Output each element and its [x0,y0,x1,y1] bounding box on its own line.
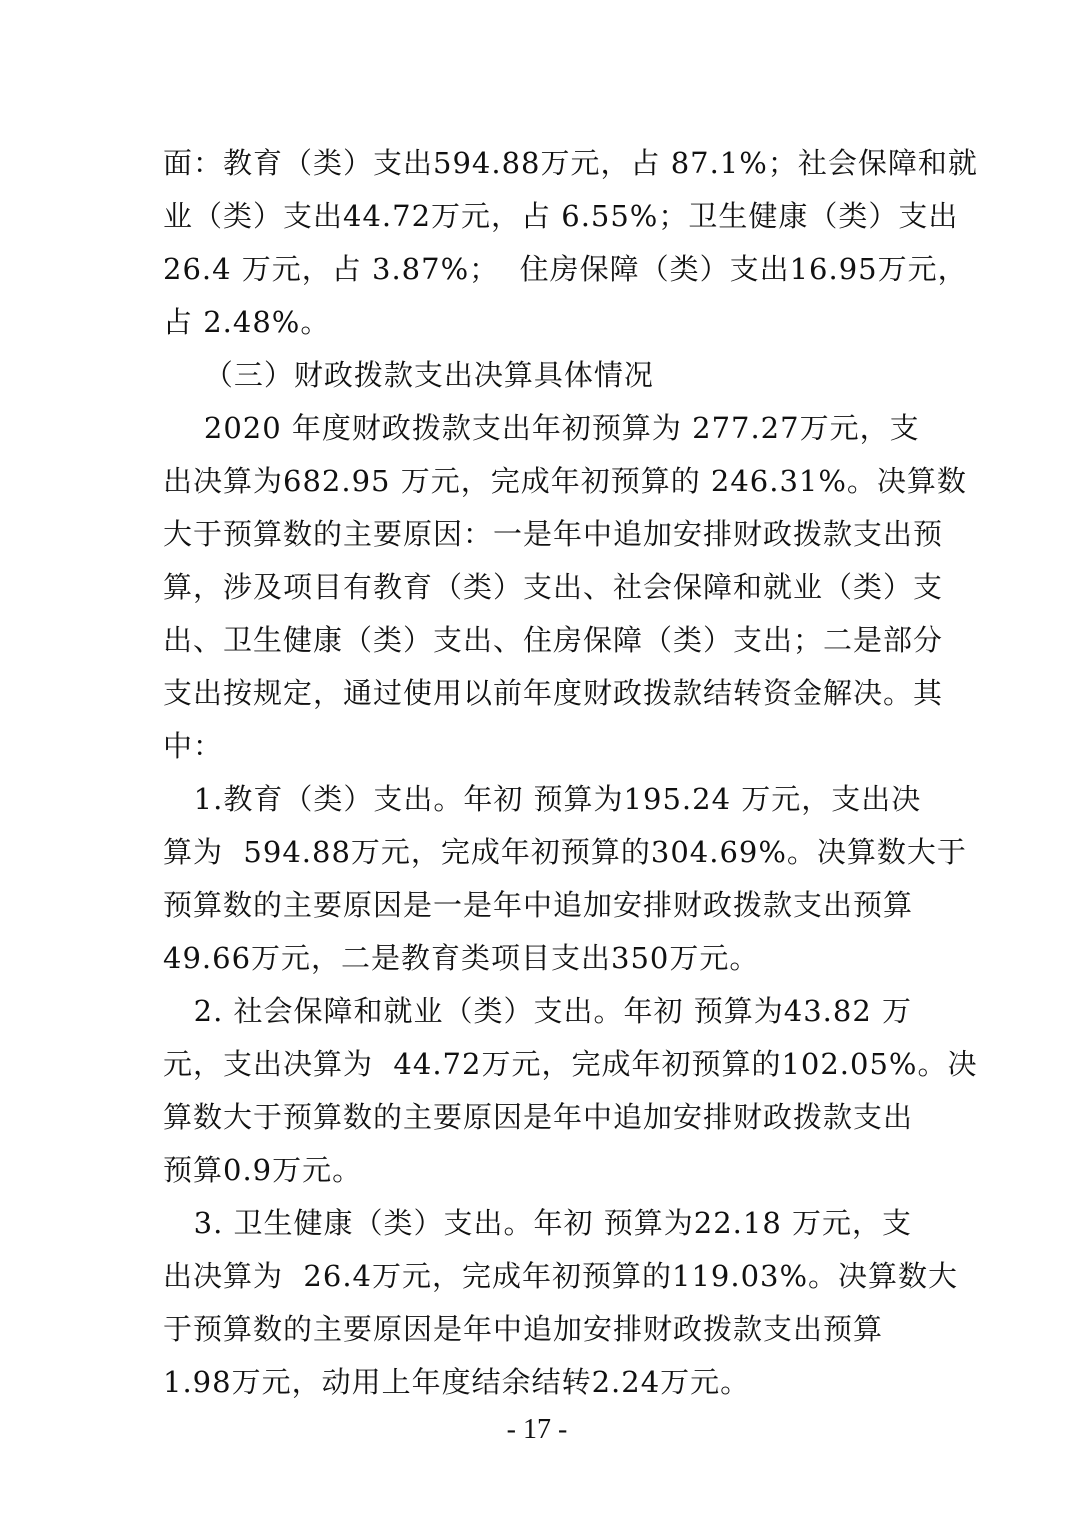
body-text-line: 2020 年度财政拨款支出年初预算为 277.27万元，支 [163,411,920,445]
body-text-line: 预算数的主要原因是一是年中追加安排财政拨款支出预算 [163,888,914,922]
body-text-line: 支出按规定，通过使用以前年度财政拨款结转资金解决。其 [163,676,944,710]
body-text-line: 算为 594.88万元，完成年初预算的304.69%。决算数大于 [163,835,967,869]
body-text-line: 大于预算数的主要原因：一是年中追加安排财政拨款支出预 [163,517,944,551]
list-item-health: 3. 卫生健康（类）支出。年初 预算为22.18 万元，支 [163,1206,913,1240]
body-text-line: 元，支出决算为 44.72万元，完成年初预算的102.05%。决 [163,1047,978,1081]
body-text-line: 中： [163,729,224,763]
body-text-line: 业（类）支出44.72万元，占 6.55%；卫生健康（类）支出 [163,199,959,233]
body-text-line: 49.66万元，二是教育类项目支出350万元。 [163,941,760,975]
body-text-line: 出决算为682.95 万元，完成年初预算的 246.31%。决算数 [163,464,967,498]
body-text-line: 预算0.9万元。 [163,1153,363,1187]
body-text-line: 1.98万元，动用上年度结余结转2.24万元。 [163,1365,751,1399]
body-text-line: 面：教育（类）支出594.88万元，占 87.1%；社会保障和就 [163,146,978,180]
body-text-line: 算数大于预算数的主要原因是年中追加安排财政拨款支出 [163,1100,914,1134]
page-number: - 17 - [506,1414,568,1445]
list-item-social-security: 2. 社会保障和就业（类）支出。年初 预算为43.82 万 [163,994,913,1028]
body-text-line: 于预算数的主要原因是年中追加安排财政拨款支出预算 [163,1312,884,1346]
section-heading: （三）财政拨款支出决算具体情况 [163,358,654,392]
body-text-line: 算，涉及项目有教育（类）支出、社会保障和就业（类）支 [163,570,944,604]
body-text-line: 占 2.48%。 [163,305,331,339]
body-text-line: 出决算为 26.4万元，完成年初预算的119.03%。决算数大 [163,1259,959,1293]
body-text-line: 26.4 万元，占 3.87%； 住房保障（类）支出16.95万元， [163,252,968,286]
list-item-education: 1.教育（类）支出。年初 预算为195.24 万元，支出决 [163,782,922,816]
body-text-line: 出、卫生健康（类）支出、住房保障（类）支出；二是部分 [163,623,944,657]
